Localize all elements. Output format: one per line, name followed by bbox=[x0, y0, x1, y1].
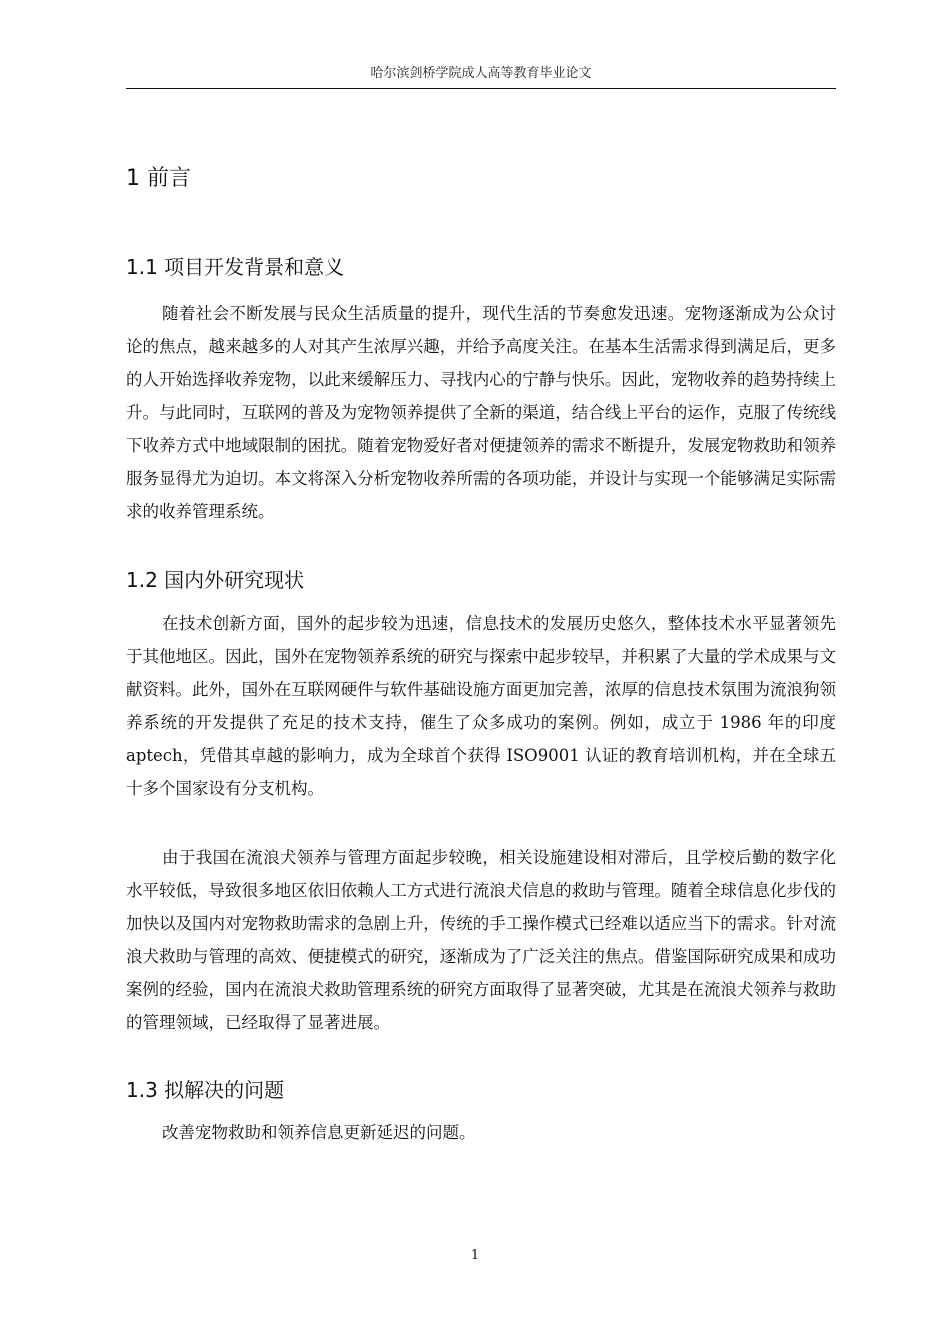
paragraph-domestic-research: 由于我国在流浪犬领养与管理方面起步较晚，相关设施建设相对滞后，且学校后勤的数字化水平较低，导致很多地区依旧依赖人工方式进行流浪犬信息的救助与管理。随着全球信息化步伐的加快以及国内对宠物救助需求的急剧上升，传统的手工操作模式已经难以适应当下的需求。针对流浪犬救助与管理的高效、便捷模式的研究，逐渐成为了广泛关注的焦点。借鉴国际研究成果和成功案例的经验，国内在流浪犬救助管理系统的研究方面取得了显著突破，尤其是在流浪犬领养与救助的管理领域，已经取得了显著进展。 bbox=[126, 848, 836, 1032]
chapter-title: 1 前言 bbox=[126, 166, 191, 191]
section-title-1-1: 1.1 项目开发背景和意义 bbox=[126, 255, 345, 279]
paragraph-background: 随着社会不断发展与民众生活质量的提升，现代生活的节奏愈发迅速。宠物逐渐成为公众讨论的焦点，越来越多的人对其产生浓厚兴趣，并给予高度关注。在基本生活需求得到满足后，更多的人开始选择收养宠物，以此来缓解压力、寻找内心的宁静与快乐。因此，宠物收养的趋势持续上升。与此同时，互联网的普及为宠物领养提供了全新的渠道，结合线上平台的运作，克服了传统线下收养方式中地域限制的困扰。随着宠物爱好者对便捷领养的需求不断提升，发展宠物救助和领养服务显得尤为迫切。本文将深入分析宠物收养所需的各项功能，并设计与实现一个能够满足实际需求的收养管理系统。 bbox=[126, 304, 836, 521]
page-header: 哈尔滨剑桥学院成人高等教育毕业论文 bbox=[126, 66, 836, 89]
section-title-1-2: 1.2 国内外研究现状 bbox=[126, 568, 305, 592]
page-number: 1 bbox=[470, 1248, 480, 1263]
paragraph-foreign-research: 在技术创新方面，国外的起步较为迅速，信息技术的发展历史悠久，整体技术水平显著领先于其他地区。因此，国外在宠物领养系统的研究与探索中起步较早，并积累了大量的学术成果与文献资料。此外，国外在互联网硬件与软件基础设施方面更加完善，浓厚的信息技术氛围为流浪狗领养系统的开发提供了充足的技术支持，催生了众多成功的案例。例如，成立于 1986 年的印度 aptech，凭借其卓越的影响力，成为全球首个获得 ISO9001 认证的教育培训机构，并在全球五十多个国家设有分支机构。 bbox=[126, 614, 836, 798]
section-title-1-3: 1.3 拟解决的问题 bbox=[126, 1078, 285, 1102]
paragraph-problem: 改善宠物救助和领养信息更新延迟的问题。 bbox=[162, 1123, 476, 1142]
